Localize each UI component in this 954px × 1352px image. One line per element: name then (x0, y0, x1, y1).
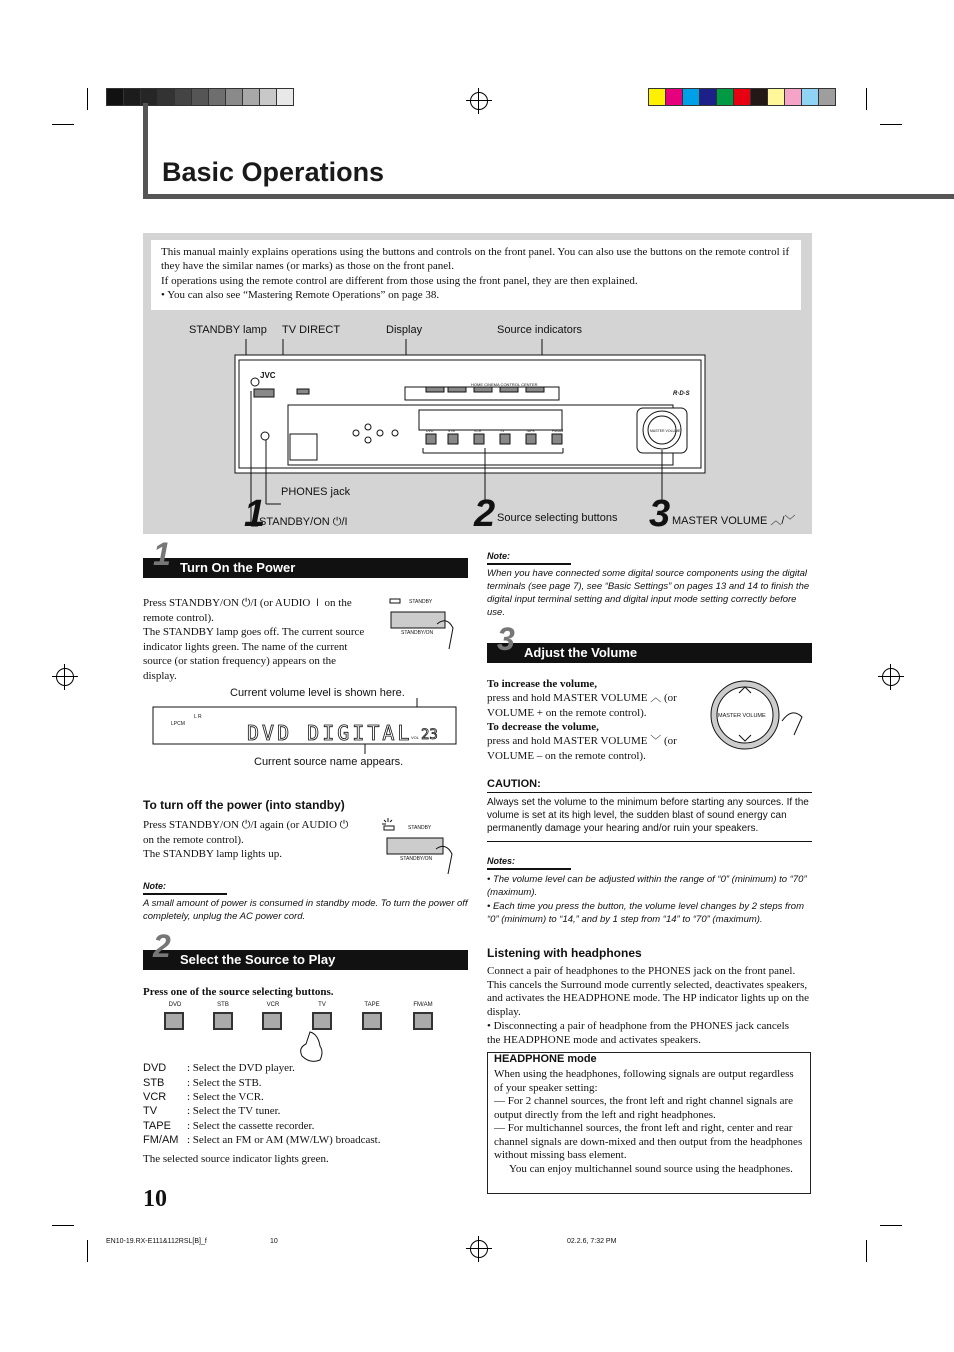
svg-text:STB: STB (448, 429, 455, 433)
button-label: TV (318, 1002, 326, 1008)
box-item: — For multichannel sources, the front left and right, center and rear channel signals are down-mixed and then output from the headphones without missing bass element. (494, 1122, 803, 1162)
color-swatch (784, 88, 802, 106)
intro-paragraph: If operations using the remote control are different from those using the front panel, they are then explained. (161, 274, 638, 287)
tv-button[interactable] (312, 1012, 332, 1030)
standby-lamp-label: STANDBY lamp (189, 324, 267, 336)
section-title: Select the Source to Play (180, 952, 336, 967)
note-text: When you have connected some digital source components using the digital terminals (see page 7), see “Basic Settings” on pages 13 and 14 to finish the digital input terminal setting and digital input mode setting correctly before use. (487, 568, 810, 618)
increase-heading: To increase the volume, (487, 678, 597, 690)
color-swatch (123, 88, 141, 106)
note-rule (487, 563, 571, 565)
phones-jack-label: PHONES jack (281, 486, 351, 498)
caution-label: CAUTION: (487, 778, 541, 790)
brand-logo: JVC (260, 371, 276, 380)
rds-logo: R·D·S (673, 391, 690, 397)
crop-mark (880, 1225, 902, 1226)
note-item: • The volume level can be adjusted within the range of “0” (minimum) to “70” (maximum). (487, 874, 807, 898)
list-item: TV : Select the TV tuner. (143, 1105, 281, 1117)
volume-knob-illustration (706, 677, 811, 755)
svg-text:VOL: VOL (411, 735, 420, 740)
color-swatch (157, 88, 175, 106)
color-bar (648, 88, 835, 106)
registration-mark (56, 668, 74, 686)
color-swatch (225, 88, 243, 106)
svg-text:L R: L R (194, 714, 202, 720)
pointing-hand-icon (296, 1030, 328, 1066)
source-indicators-label: Source indicators (497, 324, 582, 336)
color-swatch (716, 88, 734, 106)
button-label: TAPE (364, 1002, 380, 1008)
source-buttons-label: Source selecting buttons (497, 512, 618, 524)
svg-text:DVD DIGITAL: DVD DIGITAL (247, 721, 413, 745)
button-label: STB (217, 1002, 229, 1008)
registration-mark (882, 668, 900, 686)
step-number: 2 (474, 493, 496, 535)
color-swatch (259, 88, 277, 106)
list-item: DVD : Select the DVD player. (143, 1062, 295, 1074)
button-label: DVD (168, 1002, 182, 1008)
note-label: Note: (487, 551, 510, 561)
volume-callout: Current volume level is shown here. (230, 687, 405, 699)
footer-date: 02.2.6, 7:32 PM (567, 1238, 617, 1245)
display-illustration (150, 698, 460, 758)
notes-label: Notes: (487, 856, 516, 866)
intro-bullet: • You can also see “Mastering Remote Operations” on page 38. (161, 288, 440, 301)
svg-text:MASTER VOLUME: MASTER VOLUME (718, 713, 766, 719)
headphones-heading: Listening with headphones (487, 946, 642, 960)
sec1-text: Press STANDBY/ON ⏻/I (or AUDIO ⏽ on the remote control). The STANDBY lamp goes off. The current source indicator lights green. The name of the current source (or station frequency) appears on the display. (143, 597, 365, 682)
button-label: FM/AM (413, 1002, 433, 1008)
source-name-callout: Current source name appears. (254, 756, 404, 768)
color-swatch (191, 88, 209, 106)
section-number: 3 (497, 621, 515, 657)
grayscale-bar (106, 88, 293, 106)
caution-rule (487, 841, 812, 842)
box-item: You can enjoy multichannel sound source using the headphones. (509, 1163, 793, 1175)
standby-on-label: STANDBY/ON ⏻/I (259, 516, 348, 528)
box-item: — For 2 channel sources, the front left and right channel signals are output directly from the left and right headphones. (494, 1095, 794, 1121)
crop-mark (52, 1225, 74, 1226)
note-rule (143, 893, 227, 895)
stb-button[interactable] (213, 1012, 233, 1030)
color-swatch (801, 88, 819, 106)
svg-text:FM/AM: FM/AM (552, 429, 564, 433)
list-item: VCR : Select the VCR. (143, 1091, 264, 1103)
svg-text:DVD: DVD (426, 429, 434, 433)
master-volume-label: MASTER VOLUME ︿/﹀ (672, 515, 796, 527)
title-rule (143, 194, 954, 199)
subheading: To turn off the power (into standby) (143, 798, 345, 812)
color-swatch (276, 88, 294, 106)
color-swatch (665, 88, 683, 106)
fm-am-button[interactable] (413, 1012, 433, 1030)
registration-mark (470, 92, 488, 110)
svg-text:LPCM: LPCM (171, 721, 185, 727)
color-swatch (750, 88, 768, 106)
instruction: Press one of the source selecting buttons. (143, 986, 334, 998)
intro-paragraph: This manual mainly explains operations using the buttons and controls on the front panel. You can also use the buttons on the remote control if they have the similar names (or marks) as those on the front panel. (161, 246, 790, 273)
section-heading (143, 928, 468, 970)
svg-text:TV: TV (500, 429, 505, 433)
svg-text:STANDBY: STANDBY (409, 599, 433, 605)
dvd-button[interactable] (164, 1012, 184, 1030)
crop-mark (866, 88, 867, 110)
caution-text: Always set the volume to the minimum before starting any sources. If the volume is set at its high level, the sudden blast of sound energy can permanently damage your hearing and/or ruin your speakers. (487, 797, 809, 834)
crop-mark (880, 124, 902, 125)
color-swatch (767, 88, 785, 106)
decrease-heading: To decrease the volume, (487, 721, 599, 733)
color-swatch (208, 88, 226, 106)
button-label: VCR (266, 1002, 280, 1008)
crop-mark (87, 1240, 88, 1262)
tv-direct-label: TV DIRECT (282, 324, 341, 336)
home-cinema-label: HOME CINEMA CONTROL CENTER (471, 382, 538, 387)
page-number: 10 (143, 1186, 167, 1212)
increase-text: press and hold MASTER VOLUME ︿ (or VOLUME + on the remote control). (487, 692, 677, 719)
box-title: HEADPHONE mode (494, 1053, 597, 1065)
color-swatch (242, 88, 260, 106)
section-heading (143, 536, 468, 578)
caution-rule (487, 792, 812, 793)
vcr-button[interactable] (262, 1012, 282, 1030)
svg-text:VCR: VCR (474, 429, 482, 433)
svg-text:STANDBY/ON: STANDBY/ON (400, 856, 433, 862)
headphones-bullet: • Disconnecting a pair of headphone from the PHONES jack cancels the HEADPHONE mode and activates speakers. (487, 1020, 789, 1046)
svg-text:MASTER VOLUME: MASTER VOLUME (650, 429, 681, 433)
step-number: 3 (649, 493, 671, 535)
section-heading (487, 621, 812, 663)
color-swatch (818, 88, 836, 106)
box-intro: When using the headphones, following signals are output regardless of your speaker setting: (494, 1068, 794, 1094)
svg-text:TAPE: TAPE (526, 429, 535, 433)
crop-mark (87, 88, 88, 110)
section-number: 1 (153, 536, 171, 572)
color-swatch (733, 88, 751, 106)
section-number: 2 (153, 928, 171, 964)
standby-off-text: Press STANDBY/ON ⏻/I again (or AUDIO ⏻ on the remote control). The STANDBY lamp lights up. (143, 819, 349, 860)
section-title: Adjust the Volume (524, 645, 638, 660)
color-swatch (174, 88, 192, 106)
page-title: Basic Operations (162, 157, 385, 187)
standby-button-illustration (387, 594, 462, 654)
step-number: 1 (244, 493, 266, 535)
decrease-text: press and hold MASTER VOLUME ﹀ (or VOLUME – on the remote control). (487, 735, 677, 762)
crop-mark (52, 124, 74, 125)
title-rule (143, 103, 148, 199)
color-swatch (648, 88, 666, 106)
note-label: Note: (143, 881, 166, 891)
list-item: TAPE : Select the cassette recorder. (143, 1120, 315, 1132)
svg-text:23: 23 (421, 727, 438, 743)
intro-text (151, 240, 801, 310)
footer-text: The selected source indicator lights green. (143, 1153, 329, 1165)
color-swatch (699, 88, 717, 106)
svg-text:STANDBY/ON: STANDBY/ON (401, 630, 434, 636)
color-swatch (106, 88, 124, 106)
footer-page: 10 (270, 1238, 278, 1245)
list-item: FM/AM : Select an FM or AM (MW/LW) broadcast. (143, 1134, 381, 1146)
headphones-text: Connect a pair of headphones to the PHONES jack on the front panel. This cancels the Surround mode currently selected, deactivates speakers, and activates the HEADPHONE mode. The HP indicator lights up on the display. (487, 965, 809, 1018)
registration-mark (470, 1240, 488, 1258)
color-swatch (682, 88, 700, 106)
section-title: Turn On the Power (180, 560, 296, 575)
tape-button[interactable] (362, 1012, 382, 1030)
footer-file: EN10-19.RX-E111&112RSL[B]_f (106, 1238, 207, 1245)
crop-mark (866, 1240, 867, 1262)
standby-button-lit-illustration (380, 816, 470, 876)
list-item: STB : Select the STB. (143, 1077, 262, 1089)
note-text: A small amount of power is consumed in standby mode. To turn the power off completely, unplug the AC power cord. (143, 898, 468, 922)
note-rule (487, 868, 571, 870)
svg-text:STANDBY: STANDBY (408, 825, 432, 831)
display-label: Display (386, 324, 423, 336)
note-item: • Each time you press the button, the volume level changes by 2 steps from “0” (minimum) to “14,” and by 1 step from “14” to “70” (maximum). (487, 901, 804, 925)
